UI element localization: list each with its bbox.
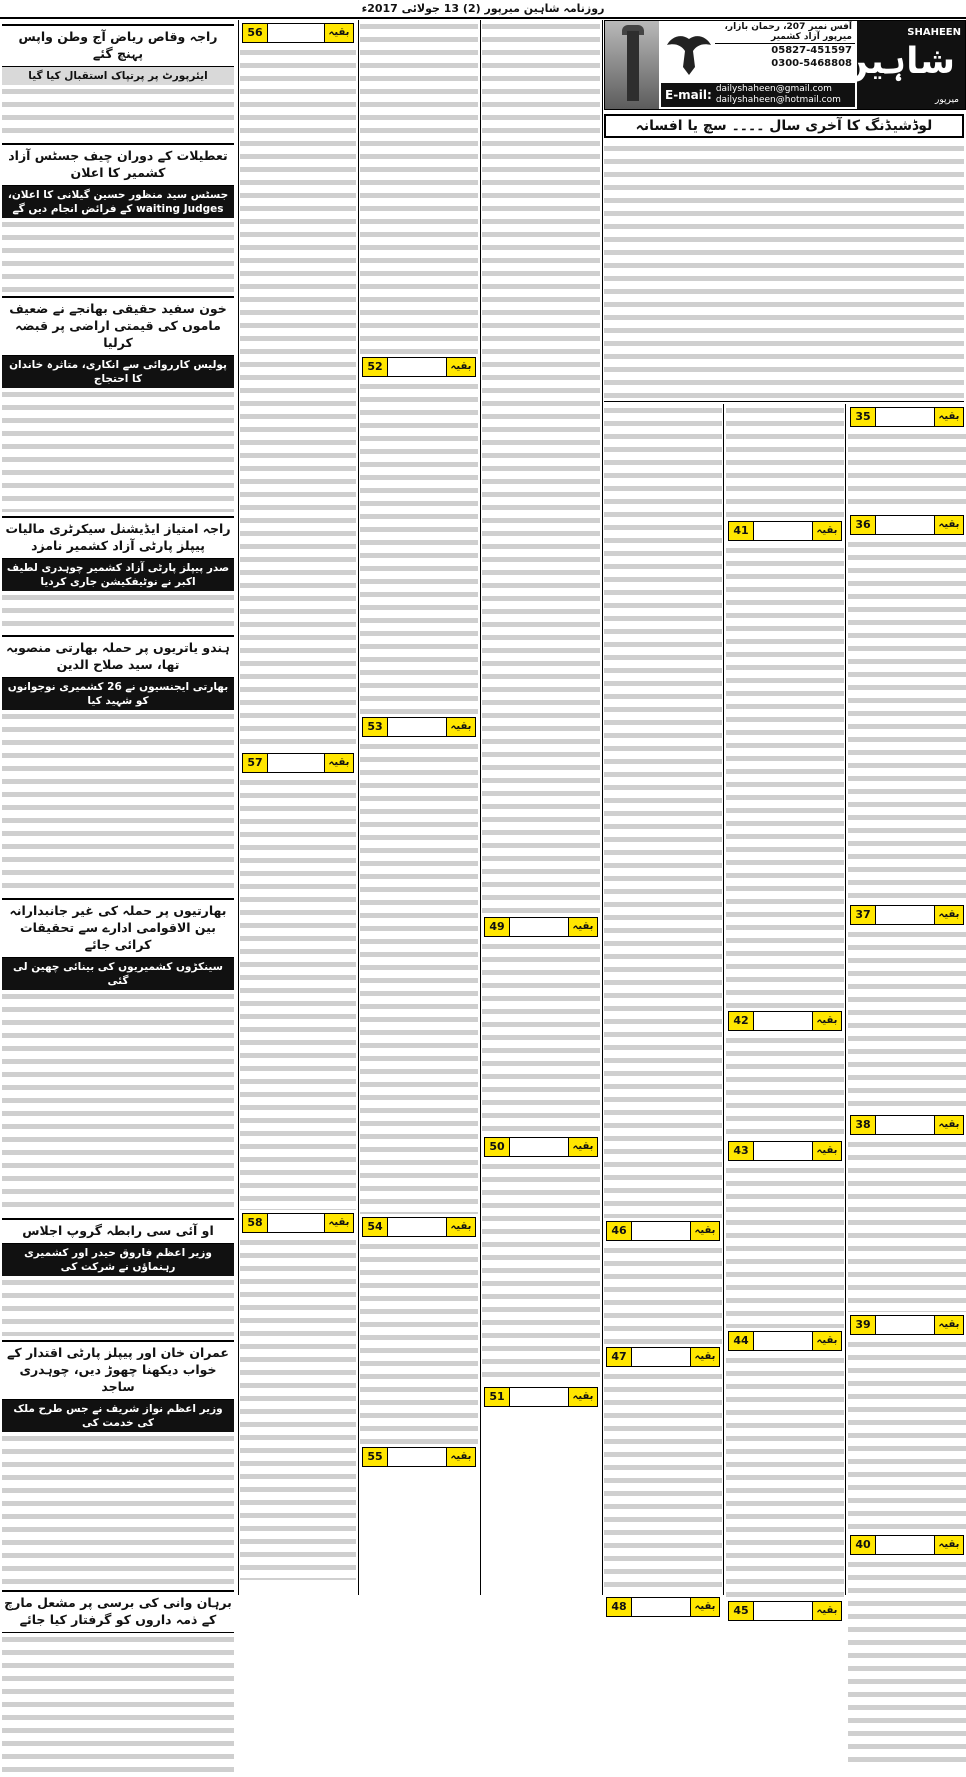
subheadline: جسٹس سید منظور حسین گیلانی کا اعلان، waiting Judges کے فرائض انجام دیں گے [2,186,234,218]
continuation-badge: 57 بقیہ [242,753,354,773]
subheadline: صدر پیپلز پارٹی آزاد کشمیر چوہدری لطیف اکبر نے نوٹیفکیشن جاری کردیا [2,559,234,591]
article-text [848,1138,966,1312]
email-strip [661,83,855,107]
email-label: E-mail: [665,88,712,102]
article-text [360,740,478,1214]
email-address-2[interactable]: dailyshaheen@hotmail.com [715,95,841,105]
headline: برہان وانی کی برسی پر مشعل مارچ کے ذمہ داروں کو گرفتار کیا جائے [2,1590,234,1633]
headline: او آئی سی رابطہ گروپ اجلاس [2,1218,234,1244]
article-text [2,388,234,512]
article-text [2,1276,234,1336]
article-text [848,1338,966,1532]
column-middle-2 [360,20,478,1595]
email-address-1[interactable]: dailyshaheen@gmail.com [715,84,832,94]
article-text [2,710,234,894]
article-text [2,990,234,1214]
continuation-badge: 50 بقیہ [484,1137,598,1157]
editorial-body [604,142,964,402]
continuation-badge: 58 بقیہ [242,1213,354,1233]
column-middle-1 [482,20,600,1595]
continuation-badge: 52 بقیہ [362,357,476,377]
article-text [482,20,600,914]
subheadline: وزیر اعظم نواز شریف نے جس طرح ملک کی خدمت کی [2,1400,234,1432]
article-text [240,46,356,750]
dateline: روزنامہ شاہین میرپور (2) 13 جولائی 2017ء [0,0,966,19]
headline: بھارتیوں پر حملہ کی غیر جانبدارانہ بین الاقوامی ادارے سے تحقیقات کرائی جائے [2,898,234,958]
logo-city: میرپور [934,95,959,105]
continuation-badge: 51 بقیہ [484,1387,598,1407]
article-text [848,430,966,512]
continuation-badge: 49 بقیہ [484,917,598,937]
continuation-badge: 41 بقیہ [728,521,842,541]
masthead [604,20,966,110]
column-rule [845,404,846,1595]
article-text [482,1160,600,1384]
article-text [240,776,356,1210]
office-address: آفس نمبر 207، رحمان بازار، میرپور آزاد کشمیر [715,21,855,44]
subheadline: بھارتی ایجنسیوں نے 26 کشمیری نوجوانوں کو شہید کیا [2,678,234,710]
phone-number: 05827-451597 [771,45,852,56]
continuation-badge: 53 بقیہ [362,717,476,737]
article-text [2,1633,234,1777]
article-text [2,591,234,631]
logo-english: SHAHEEN [907,27,961,38]
article-text [2,85,234,139]
article-text [848,1558,966,1762]
continuation-badge: 55 بقیہ [362,1447,476,1467]
article-text [726,1164,844,1328]
article-text [240,1236,356,1580]
article-text [2,1432,234,1586]
article-text [360,20,478,354]
subheadline: پولیس کارروائی سے انکاری، متاثرہ خاندان کا احتجاج [2,356,234,388]
continuation-badge: 38 بقیہ [850,1115,964,1135]
column-rule [602,20,603,1595]
headline: خون سفید حقیقی بھانجے نے ضعیف ماموں کی قیمتی اراضی پر قبضہ کرلیا [2,296,234,356]
monument-photo [605,21,659,109]
continuation-badge: 39 بقیہ [850,1315,964,1335]
article-text [604,1370,722,1594]
article-text [726,544,844,1008]
headline: عمران خان اور پیپلز پارٹی اقتدار کے خواب دیکھنا چھوڑ دیں، چوہدری ساجد [2,1340,234,1400]
subheadline: ایئرپورٹ پر پرتپاک استقبال کیا گیا [2,67,234,85]
continuation-badge: 47 بقیہ [606,1347,720,1367]
article-text [604,1244,722,1344]
newspaper-logo [837,21,965,109]
article-text [848,928,966,1112]
article-text [482,940,600,1134]
continuation-badge: 43 بقیہ [728,1141,842,1161]
continuation-badge: 54 بقیہ [362,1217,476,1237]
column-rule [480,20,481,1595]
continuation-badge: 40 بقیہ [850,1535,964,1555]
continuation-badge: 42 بقیہ [728,1011,842,1031]
column-rule [723,404,724,1595]
headline: راجہ امتیاز ایڈیشنل سیکرٹری مالیات پیپلز پارٹی آزاد کشمیر نامزد [2,516,234,559]
column-right-2 [726,404,844,1617]
continuation-badge: 37 بقیہ [850,905,964,925]
headline: تعطیلات کے دوران چیف جسٹس آزاد کشمیر کا اعلان [2,143,234,186]
continuation-badge: 36 بقیہ [850,515,964,535]
column-right-1 [848,404,966,1595]
continuation-badge: 44 بقیہ [728,1331,842,1351]
article-text [726,1034,844,1138]
article-text [360,380,478,714]
article-text [2,218,234,292]
headline: ہندو یاتریوں پر حملہ بھارتی منصوبہ تھا، سید صلاح الدین [2,635,234,678]
article-text [726,404,844,518]
continuation-badge: 56 بقیہ [242,23,354,43]
column-news-left [2,20,234,1628]
article-text [848,538,966,902]
continuation-badge: 35 بقیہ [850,407,964,427]
editorial-text [604,142,964,405]
column-right-3 [604,404,722,1613]
article-text [360,1240,478,1444]
column-rule [358,20,359,1595]
subheadline: وزیر اعظم فاروق حیدر اور کشمیری رہنماؤں نے شرکت کی [2,1244,234,1276]
editorial-title: لوڈشیڈنگ کا آخری سال ۔۔۔۔ سچ یا افسانہ [604,114,964,138]
article-text [604,404,722,1218]
logo-urdu: شاہین [837,41,955,82]
headline: راجہ وقاص ریاض آج وطن واپس پہنچ گئے [2,24,234,67]
mobile-number: 0300-5468808 [771,58,852,69]
column-rule [238,20,239,1595]
continuation-badge: 46 بقیہ [606,1221,720,1241]
continuation-badge: 45 بقیہ [728,1601,842,1621]
column-middle-3 [240,20,356,1595]
subheadline: سینکڑوں کشمیریوں کی بینائی چھین لی گئی [2,958,234,990]
article-text [726,1354,844,1598]
continuation-columns-right [604,404,966,1617]
eagle-icon [667,31,711,77]
continuation-badge: 48 بقیہ [606,1597,720,1617]
